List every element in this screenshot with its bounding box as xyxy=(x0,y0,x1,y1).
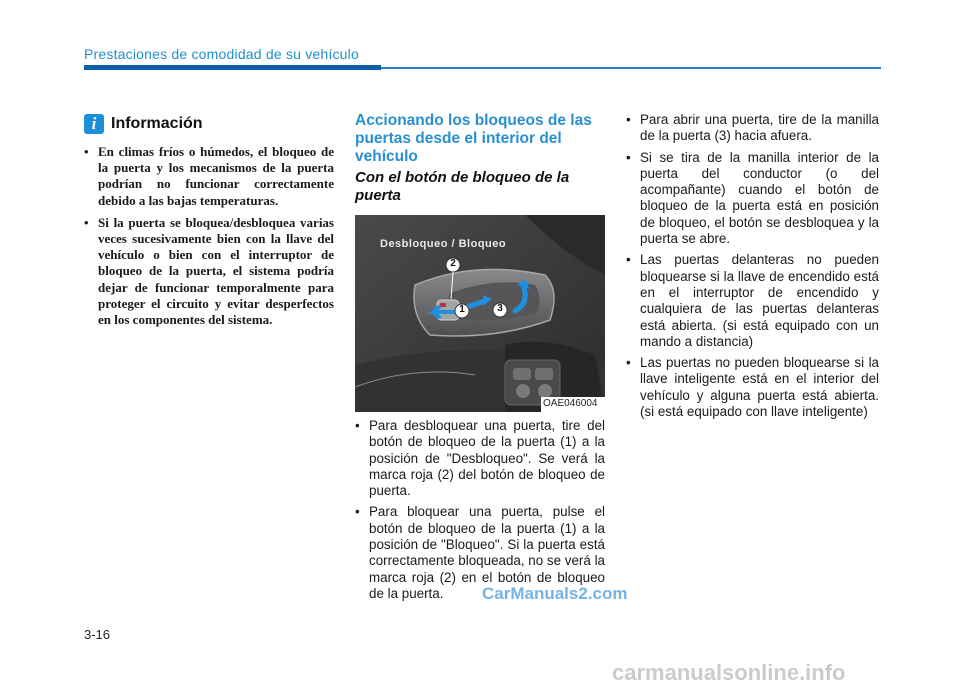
callout-2: 2 xyxy=(450,258,456,269)
instruction-bullet: • Para bloquear una puerta, pulse el botón de bloqueo de la puerta (1) a la posición de "Bloqueo". Si la puerta está correctamente bloqueada, no se verá la marca roja (2) en el botón de bloqueo de la puerta. xyxy=(355,504,605,602)
page-number: 3-16 xyxy=(84,627,111,642)
info-icon: i xyxy=(84,114,104,134)
figure-code: OAE046004 xyxy=(543,398,598,409)
info-list xyxy=(84,144,334,334)
section-subtitle: Con el botón de bloqueo de la puerta xyxy=(355,169,570,204)
door-notes xyxy=(626,112,879,425)
watermark: CarManuals2.com xyxy=(482,584,628,603)
door-lock-figure xyxy=(355,215,605,412)
watermark: carmanualsonline.info xyxy=(612,660,846,685)
unlock-instructions xyxy=(355,418,605,607)
note-bullet: • Si se tira de la manilla interior de la puerta del conductor (o del acompañante) cuando el botón de bloqueo de la puerta está en posición de bloqueo, el botón se desbloquea y la puerta se abre. xyxy=(626,150,879,248)
info-bullet: • Si la puerta se bloquea/desbloquea varias veces sucesivamente bien con la llave del vehículo o bien con el interruptor de bloqueo de la puerta, el sistema podría dejar de funcionar temporalmente para proteger el circuito y evitar desperfectos en los componentes del sistema. xyxy=(84,215,334,328)
header-rule xyxy=(381,67,881,69)
chapter-title: Prestaciones de comodidad de su vehículo xyxy=(84,46,359,62)
callout-3: 3 xyxy=(497,303,503,314)
info-title: Información xyxy=(111,115,203,132)
note-bullet: • Las puertas no pueden bloquearse si la llave inteligente está en el interior del vehículo y alguna puerta está abierta. (si está equipado con llave inteligente) xyxy=(626,355,879,420)
header-bar xyxy=(84,65,381,70)
figure-label: Desbloqueo / Bloqueo xyxy=(380,238,507,250)
note-bullet: • Las puertas delanteras no pueden bloquearse si la llave de encendido está en el interruptor de encendido y cualquiera de las puertas delanteras está abierta. (si está equipado con un mando a distancia) xyxy=(626,252,879,350)
callout-1: 1 xyxy=(459,304,465,315)
info-bullet: • En climas fríos o húmedos, el bloqueo de la puerta y los mecanismos de la puerta podrían no funcionar correctamente debido a las bajas temperaturas. xyxy=(84,144,334,209)
instruction-bullet: • Para desbloquear una puerta, tire del botón de bloqueo de la puerta (1) a la posición de "Desbloqueo". Se verá la marca roja (2) del botón de bloqueo de puerta. xyxy=(355,418,605,499)
section-title: Accionando los bloqueos de las puertas desde el interior del vehículo xyxy=(355,112,592,165)
note-bullet: • Para abrir una puerta, tire de la manilla de la puerta (3) hacia afuera. xyxy=(626,112,879,145)
